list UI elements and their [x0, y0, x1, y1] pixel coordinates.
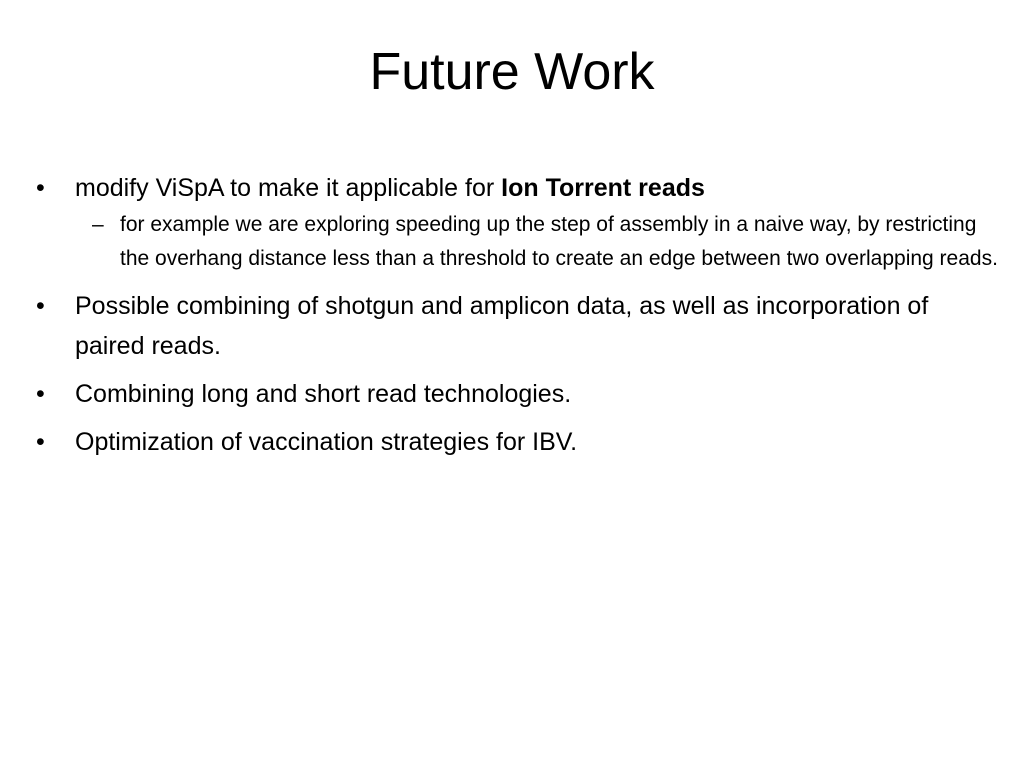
- bullet-text: modify ViSpA to make it applicable for: [75, 174, 502, 202]
- slide-title: Future Work: [369, 43, 655, 101]
- bullet-item-shotgun-amplicon: [36, 286, 996, 366]
- bullet-item-vaccination: [36, 422, 996, 462]
- sub-bullet-marker: –: [92, 213, 104, 236]
- bullet-marker: •: [36, 380, 45, 408]
- bullet-marker: •: [36, 174, 45, 202]
- bullet-item-vispa: [36, 168, 996, 208]
- bullet-marker: •: [36, 292, 45, 320]
- bullet-text: Combining long and short read technologies.: [75, 380, 572, 408]
- bullet-text: Possible combining of shotgun and amplicon data, as well as incorporation of paired reads.: [75, 292, 929, 360]
- sub-bullet-text: for example we are exploring speeding up the step of assembly in a naive way, by restricting the overhang distance less than a threshold to create an edge between two overlapping reads.: [120, 213, 998, 270]
- bullet-item-long-short-reads: [36, 374, 996, 414]
- bullet-text-bold: Ion Torrent reads: [501, 174, 705, 202]
- bullet-list: [36, 168, 996, 470]
- bullet-text: Optimization of vaccination strategies for IBV.: [75, 428, 578, 456]
- sub-bullet-item-example: [36, 208, 1000, 276]
- bullet-marker: •: [36, 428, 45, 456]
